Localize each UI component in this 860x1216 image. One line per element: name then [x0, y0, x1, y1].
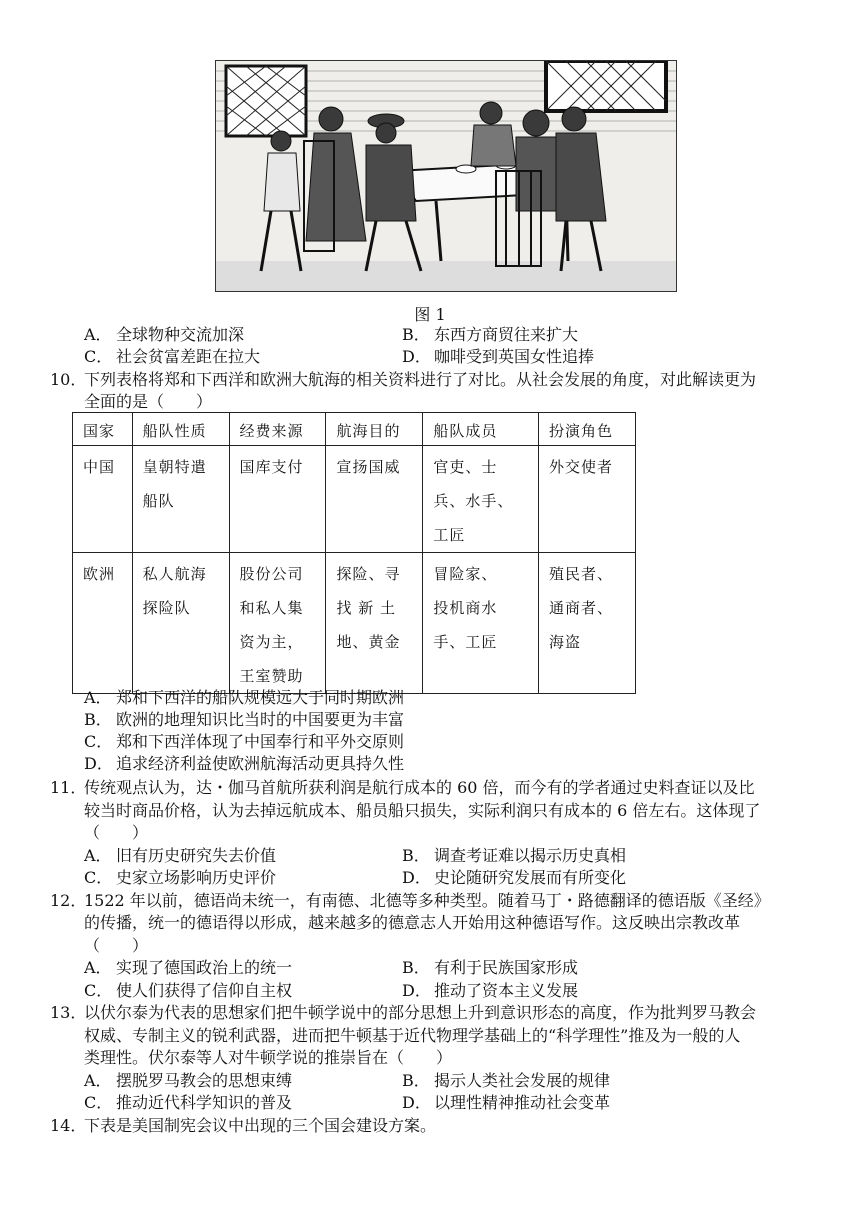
table-header-cell: 经费来源 — [229, 413, 326, 446]
table-header-cell: 国家 — [73, 413, 133, 446]
q12-option-b[interactable]: B． 有利于民族国家形成 — [402, 958, 579, 977]
q13-stem-line-1: 以伏尔泰为代表的思想家们把牛顿学说中的部分思想上升到意识形态的高度，作为批判罗马教会 — [84, 1003, 757, 1022]
table-cell: 冒险家、 投机商水 手、工匠 — [423, 553, 539, 694]
table-cell: 外交使者 — [539, 446, 636, 553]
q9-options-row-1 — [84, 325, 844, 345]
q11-option-c[interactable]: C． 史家立场影响历史评价 — [84, 868, 277, 887]
q11-option-b[interactable]: B． 调查考证难以揭示历史真相 — [402, 846, 627, 865]
table-row-europe — [73, 553, 636, 694]
table-header-cell: 船队性质 — [132, 413, 229, 446]
figure-caption: 图 1 — [414, 305, 446, 324]
q13-stem-line-3: 类理性。伏尔泰等人对牛顿学说的推崇旨在（ ） — [84, 1048, 453, 1067]
q11-options-row-2 — [84, 868, 844, 888]
table-header-cell: 扮演角色 — [539, 413, 636, 446]
q9-option-c[interactable]: C． 社会贫富差距在拉大 — [84, 347, 261, 366]
q12-stem-line-3: （ ） — [84, 936, 149, 955]
q10-number: 10． — [50, 370, 87, 389]
table-cell: 探险、寻 找 新 土 地、黄金 — [326, 553, 423, 694]
q9-option-b[interactable]: B． 东西方商贸往来扩大 — [402, 325, 579, 344]
table-cell: 皇朝特遣 船队 — [132, 446, 229, 553]
q9-option-d[interactable]: D． 咖啡受到英国女性追捧 — [402, 347, 595, 366]
q12-option-d[interactable]: D． 推动了资本主义发展 — [402, 981, 579, 1000]
q13-options-row-2 — [84, 1093, 844, 1113]
q13-options-row-1 — [84, 1071, 844, 1091]
q11-stem-line-3: （ ） — [84, 823, 149, 842]
q12-option-a[interactable]: A． 实现了德国政治上的统一 — [84, 958, 293, 977]
table-header-cell: 航海目的 — [326, 413, 423, 446]
q11-options-row-1 — [84, 846, 844, 866]
q12-options-row-2 — [84, 981, 844, 1001]
q13-option-a[interactable]: A． 摆脱罗马教会的思想束缚 — [84, 1071, 293, 1090]
q10-option-c[interactable]: C． 郑和下西洋体现了中国奉行和平外交原则 — [84, 732, 405, 751]
q13-option-b[interactable]: B． 揭示人类社会发展的规律 — [402, 1071, 611, 1090]
q13-option-c[interactable]: C． 推动近代科学知识的普及 — [84, 1093, 293, 1112]
q9-options-row-2 — [84, 347, 844, 367]
q11-option-a[interactable]: A． 旧有历史研究失去价值 — [84, 846, 277, 865]
q9-option-a[interactable]: A． 全球物种交流加深 — [84, 325, 245, 344]
q11-stem-line-1: 传统观点认为，达・伽马首航所获利润是航行成本的 60 倍，而今有的学者通过史料查证以及比 — [84, 778, 755, 797]
table-header-cell: 船队成员 — [423, 413, 539, 446]
q14-number: 14． — [50, 1116, 87, 1135]
figure-1-illustration — [215, 60, 677, 292]
table-cell: 官吏、士 兵、水手、 工匠 — [423, 446, 539, 553]
q13-stem-line-2: 权威、专制主义的锐利武器，进而把牛顿基于近代物理学基础上的“科学理性”推及为一般的人 — [84, 1026, 741, 1045]
q12-number: 12． — [50, 891, 87, 910]
q10-option-b[interactable]: B． 欧洲的地理知识比当时的中国要更为丰富 — [84, 710, 405, 729]
q10-stem-line-1: 下列表格将郑和下西洋和欧洲大航海的相关资料进行了对比。从社会发展的角度，对此解读更为 — [84, 370, 757, 389]
q13-option-d[interactable]: D． 以理性精神推动社会变革 — [402, 1093, 611, 1112]
table-header-row — [73, 413, 636, 446]
table-row-china — [73, 446, 636, 553]
q12-stem-line-2: 的传播，统一的德语得以形成，越来越多的德意志人开始用这种德语写作。这反映出宗教改革 — [84, 913, 741, 932]
q12-stem-line-1: 1522 年以前，德语尚未统一，有南德、北德等多种类型。随着马丁・路德翻译的德语版《圣经》 — [84, 891, 770, 910]
table-cell: 宣扬国威 — [326, 446, 423, 553]
q12-options-row-1 — [84, 958, 844, 978]
q10-option-d[interactable]: D． 追求经济利益使欧洲航海活动更具持久性 — [84, 754, 405, 773]
table-cell: 殖民者、 通商者、 海盗 — [539, 553, 636, 694]
q10-stem-line-2: 全面的是（ ） — [84, 392, 213, 411]
q11-stem-line-2: 较当时商品价格，认为去掉远航成本、船员船只损失，实际利润只有成本的 6 倍左右。这体现了 — [84, 801, 761, 820]
table-cell: 私人航海 探险队 — [132, 553, 229, 694]
q11-number: 11． — [50, 778, 87, 797]
table-cell: 欧洲 — [73, 553, 133, 694]
table-cell: 中国 — [73, 446, 133, 553]
q12-option-c[interactable]: C． 使人们获得了信仰自主权 — [84, 981, 293, 1000]
q14-stem-line-1: 下表是美国制宪会议中出现的三个国会建设方案。 — [84, 1116, 437, 1135]
q10-option-a[interactable]: A． 郑和下西洋的船队规模远大于同时期欧洲 — [84, 688, 405, 707]
q13-number: 13． — [50, 1003, 87, 1022]
q10-comparison-table — [72, 412, 636, 694]
q11-option-d[interactable]: D． 史论随研究发展而有所变化 — [402, 868, 627, 887]
coffeehouse-engraving-image — [216, 61, 676, 291]
table-cell: 国库支付 — [229, 446, 326, 553]
table-cell: 股份公司 和私人集 资为主， 王室赞助 — [229, 553, 326, 694]
